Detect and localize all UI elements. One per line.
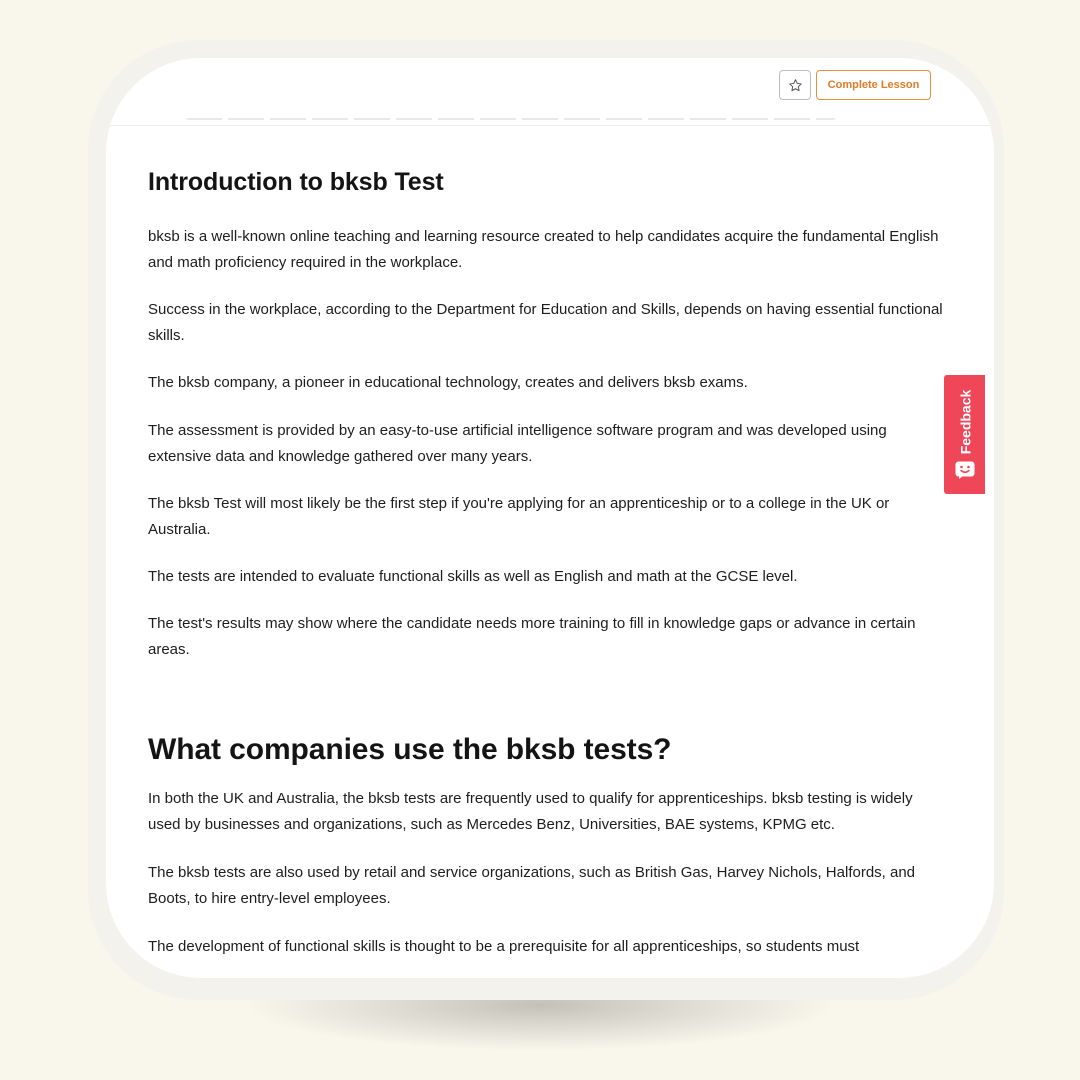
paragraph: The development of functional skills is thought to be a prerequisite for all apprenticeships, so students must [148,938,860,955]
lesson-card [106,58,994,978]
paragraph: The test's results may show where the candidate needs more training to fill in knowledge gaps or advance in certain areas. [148,615,916,658]
complete-lesson-button[interactable]: Complete Lesson [816,70,931,100]
paragraph: The bksb tests are also used by retail and service organizations, such as British Gas, Harvey Nichols, Halfords, and Boots, to hire entry-level employees. [148,864,916,907]
paragraph: The bksb Test will most likely be the first step if you're applying for an apprenticeship or to a college in the UK or Australia. [148,495,890,538]
paragraph: In both the UK and Australia, the bksb tests are frequently used to qualify for apprenticeships. bksb testing is widely used by businesses and organizations, such as Mercedes Benz, Universities, BAE systems, KPMG etc. [148,790,913,833]
paragraph: The bksb company, a pioneer in educational technology, creates and delivers bksb exams. [148,374,748,391]
section-heading-introduction: Introduction to bksb Test [148,168,444,196]
scrolled-text-peek [186,118,836,124]
paragraph: Success in the workplace, according to the Department for Education and Skills, depends on having essential functional skills. [148,301,943,344]
feedback-label [951,387,979,457]
favorite-button[interactable] [779,70,811,100]
star-outline-icon [788,78,803,93]
paragraph: The assessment is provided by an easy-to-use artificial intelligence software program and was developed using extensive data and knowledge gathered over many years. [148,422,887,465]
section-heading-companies: What companies use the bksb tests? [148,733,672,766]
feedback-tab[interactable] [944,375,985,494]
lesson-toolbar [106,58,994,126]
paragraph: bksb is a well-known online teaching and learning resource created to help candidates acquire the fundamental English and math proficiency required in the workplace. [148,228,939,271]
paragraph: The tests are intended to evaluate functional skills as well as English and math at the GCSE level. [148,568,798,585]
lesson-content [148,168,948,960]
smiley-chat-icon [955,461,975,479]
feedback-text: Feedback [957,389,973,455]
